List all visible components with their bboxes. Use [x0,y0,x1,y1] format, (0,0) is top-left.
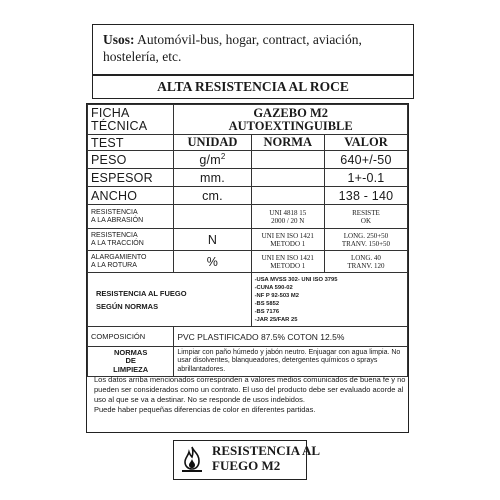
fire-label: RESISTENCIA AL FUEGO SEGÚN NORMAS [88,273,252,327]
rotura-value: LONG. 40 TRANV. 120 [324,251,407,273]
fire-norm: -BS 5852 [254,300,280,307]
uses-line-2: hostelería, etc. [103,49,182,64]
header-test: TEST [88,135,174,151]
row-norm [251,151,324,169]
table-row [88,151,408,169]
table-row [88,187,408,205]
traccion-row [88,229,408,251]
row-norm [251,187,324,205]
header-unidad: UNIDAD [174,135,251,151]
row-test: ANCHO [88,187,174,205]
fire-norm: -JAR 25/FAR 25 [254,316,298,323]
traccion-value: LONG. 250+50 TRANV. 150+50 [324,229,407,251]
product-row [88,105,408,135]
row-norm [251,169,324,187]
abrasion-row [88,205,408,229]
uses-line-1: Automóvil-bus, hogar, contract, aviación, [137,32,362,47]
header-norma: NORMA [251,135,324,151]
fire-row [88,273,408,327]
fire-badge-line-2: FUEGO M2 [212,458,281,473]
abrasion-test: RESISTENCIA A LA ABRASIÓN [88,205,174,229]
traccion-norm: UNI EN ISO 1421 METODO 1 [251,229,324,251]
row-value: 1+-0.1 [324,169,407,187]
fire-badge-text [212,443,320,473]
row-unit: cm. [174,187,251,205]
table-row [88,169,408,187]
cleaning-row [88,347,408,377]
composition-label: COMPOSICIÓN [88,327,174,347]
row-test: PESO [88,151,174,169]
composition-value: PVC PLASTIFICADO 87.5% COTON 12.5% [174,327,408,347]
row-unit: $g/m^2$ [174,151,251,169]
rotura-row [88,251,408,273]
fire-norms-list [251,273,407,327]
fire-badge-line-1: RESISTENCIA AL [212,443,321,458]
fire-norm: -CUNA 590-02 [254,284,293,291]
fire-norm: -NF P 92-503 M2 [254,292,299,299]
uses-box [92,24,414,75]
row-value: 640+/-50 [324,151,407,169]
fire-norm: -USA MVSS 302- UNI ISO 3795 [254,276,338,283]
composition-row [88,327,408,347]
abrasion-banner: ALTA RESISTENCIA AL ROCE [92,75,414,99]
product-name: GAZEBO M2 AUTOEXTINGUIBLE [174,105,408,135]
header-row [88,135,408,151]
color-note: Puede haber pequeñas diferencias de color en diferentes partidas. [94,405,316,414]
disclaimer-notes [90,375,416,415]
abrasion-unit [174,205,251,229]
cleaning-label: NORMAS DE LIMPIEZA [88,347,174,377]
cleaning-text: Limpiar con paño húmedo y jabón neutro. Enjuagar con agua limpia. No usar disolventes, blanqueadores, detergentes químicos o sprays abrillantadores. [174,347,408,377]
header-valor: VALOR [324,135,407,151]
spec-table [87,104,408,377]
rotura-test: ALARGAMIENTO A LA ROTURA [88,251,174,273]
flame-icon [179,445,205,473]
ficha-tecnica-label: FICHA TÉCNICA [88,105,174,135]
abrasion-value: RESISTE OK [324,205,407,229]
rotura-unit: % [174,251,251,273]
row-unit: mm. [174,169,251,187]
rotura-norm: UNI EN ISO 1421 METODO 1 [251,251,324,273]
row-value: 138 - 140 [324,187,407,205]
traccion-test: RESISTENCIA A LA TRACCIÓN [88,229,174,251]
row-test: ESPESOR [88,169,174,187]
disclaimer-paragraph: Los datos arriba mencionados corresponden a valores medios comunicados de buena fe y no pueden ser considerados como un contrato. El uso del producto debe ser evaluado acorde al uso al que se va a destinar. No se responde de usos indebidos. [94,375,406,404]
uses-label: Usos: [103,32,135,47]
fire-norm: -BS 7176 [254,308,280,315]
abrasion-norm: UNI 4818 15 2000 / 20 N [251,205,324,229]
traccion-unit: N [174,229,251,251]
